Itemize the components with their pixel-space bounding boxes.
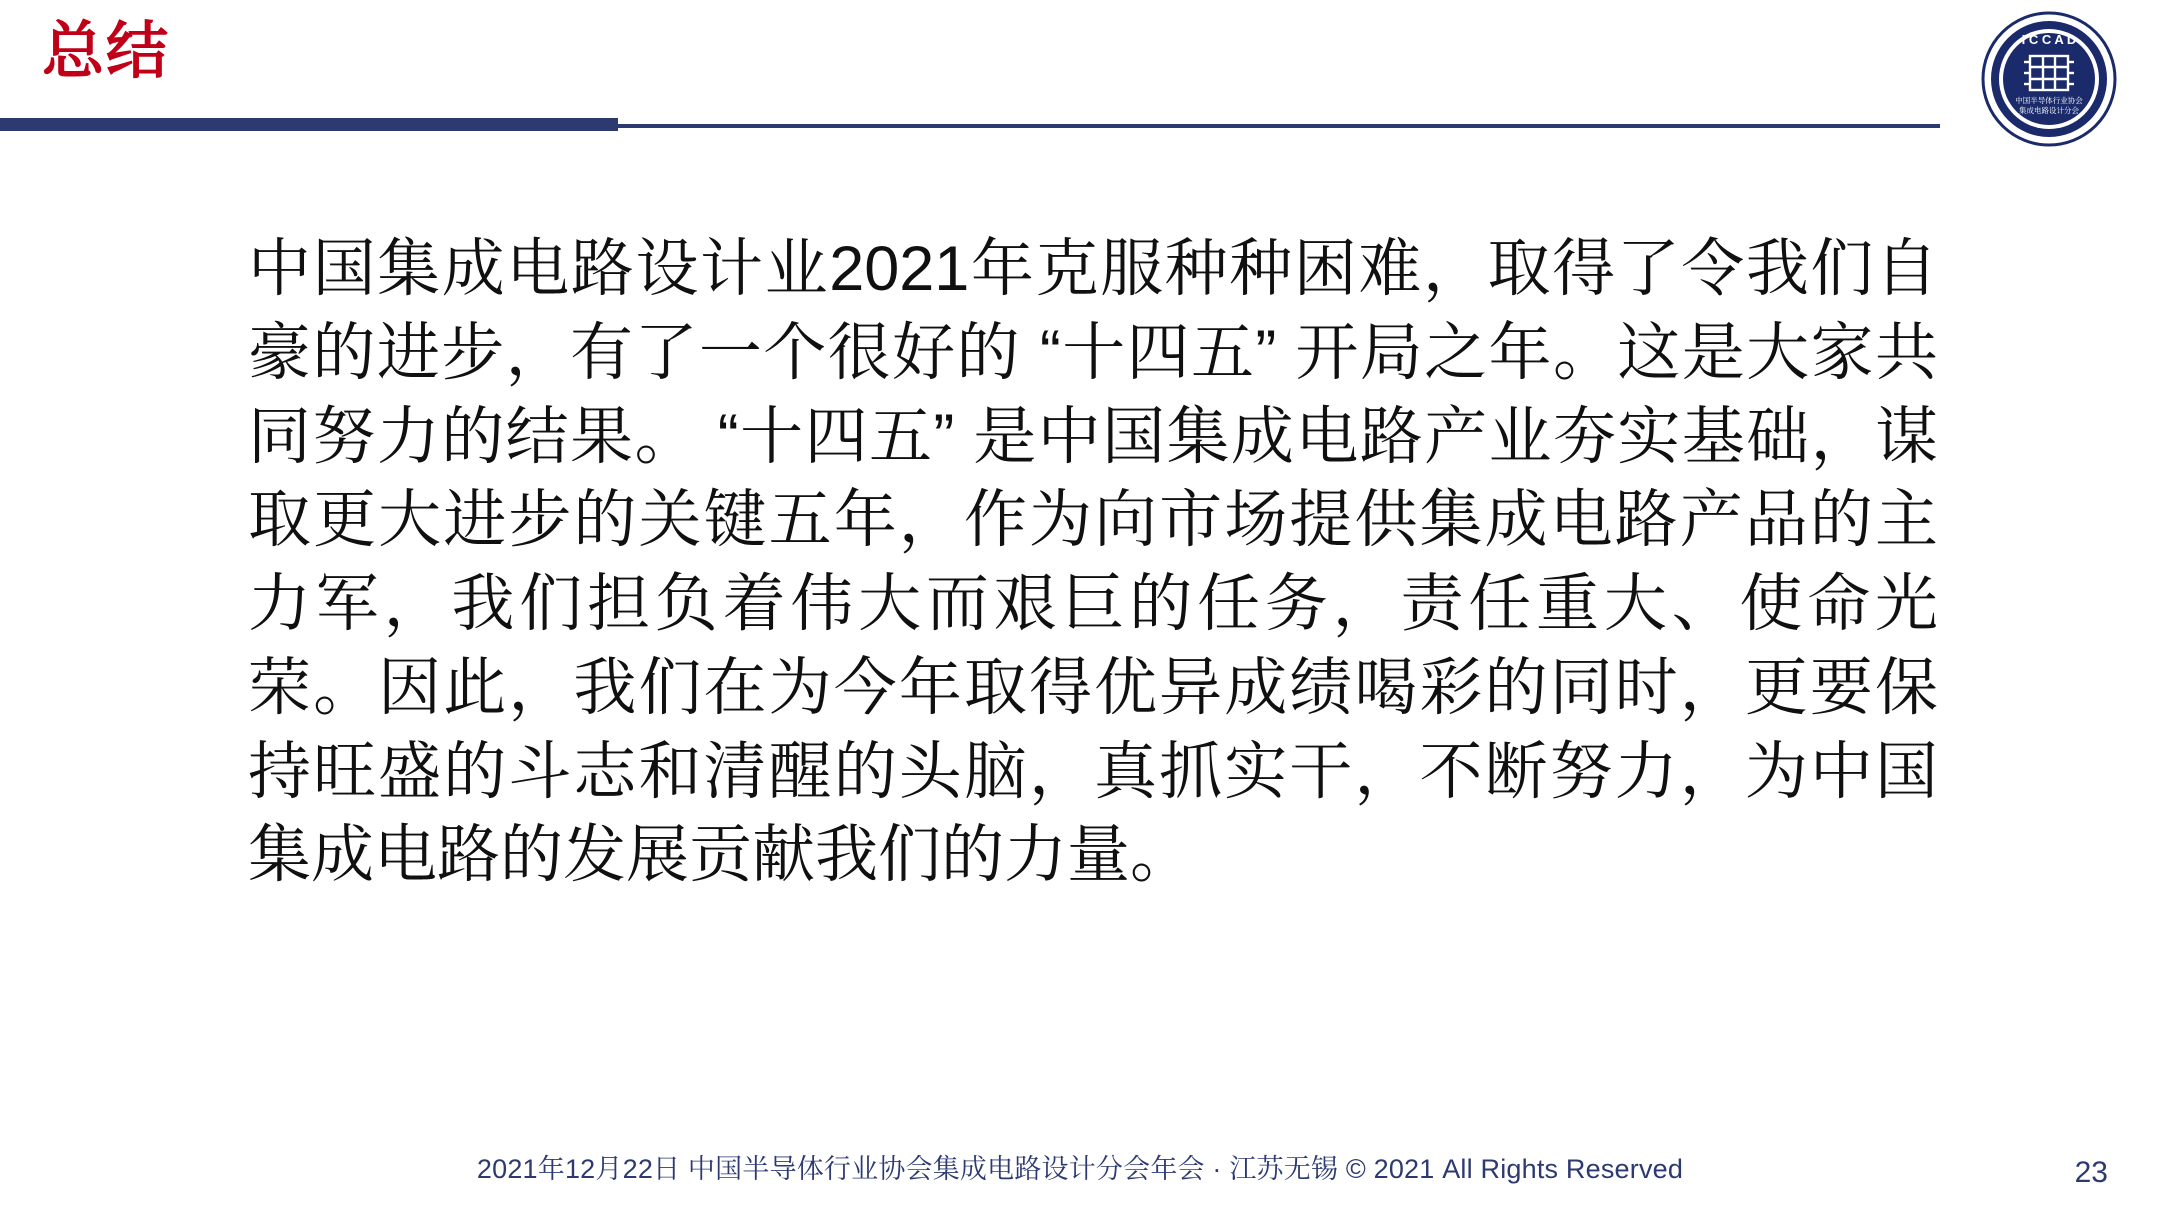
iccad-logo	[1980, 10, 2118, 148]
svg-text:集成电路设计分会: 集成电路设计分会	[2019, 106, 2079, 115]
slide-body-text: 中国集成电路设计业2021年克服种种困难，取得了令我们自豪的进步，有了一个很好的 “十四五” 开局之年。这是大家共同努力的结果。 “十四五” 是中国集成电路产业夯实基础，谋取更大进步的关键五年，作为向市场提供集成电路产品的主力军，我们担负着伟大而艰巨的任务，责任重大、使命光荣。因此，我们在为今年取得优异成绩喝彩的同时，更要保持旺盛的斗志和清醒的头脑，真抓实干，不断努力，为中国集成电路的发展贡献我们的力量。	[248, 234, 1938, 891]
svg-text:I C C A D: I C C A D	[2021, 32, 2077, 47]
footer-text: 2021年12月22日 中国半导体行业协会集成电路设计分会年会 · 江苏无锡 © 2021 All Rights Reserved	[476, 1154, 1684, 1184]
page-title: 总结	[42, 17, 171, 86]
title-rule-thin	[618, 124, 1940, 128]
page-number: 23	[2074, 1156, 2108, 1189]
title-rule-thick	[0, 118, 618, 131]
svg-text:中国半导体行业协会: 中国半导体行业协会	[2015, 96, 2083, 105]
